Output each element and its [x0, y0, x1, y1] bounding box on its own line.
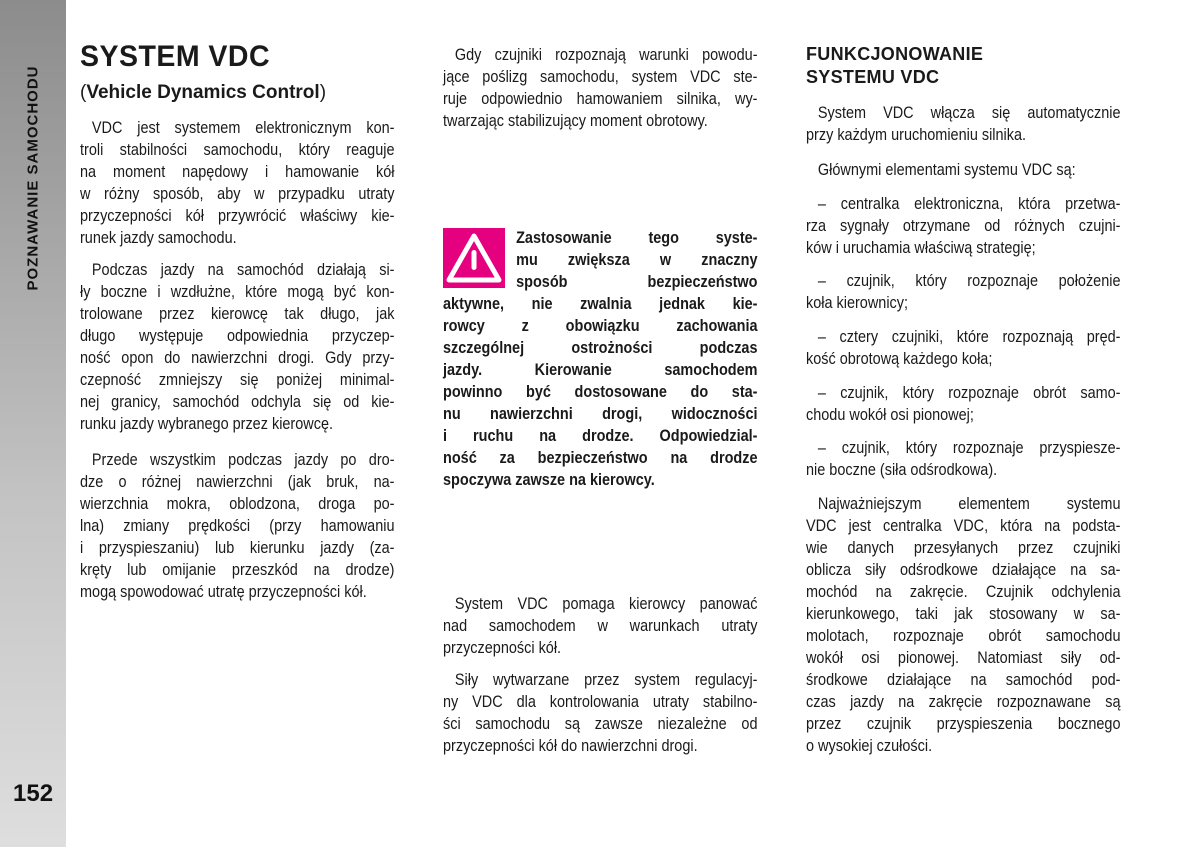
text-line: Zastosowanie tego syste- [516, 228, 758, 247]
text-line: środkowe działające na samochód pod- [806, 670, 1121, 689]
text-line: ły boczne i wzdłużne, które mogą być kon- [80, 282, 395, 301]
text-line: – czujnik, który rozpoznaje obrót samo- [817, 383, 1121, 402]
text-line: aktywne, nie zwalnia jednak kie- [443, 294, 758, 313]
paragraph [443, 44, 758, 132]
text-line: – cztery czujniki, które rozpoznają pręd- [817, 327, 1121, 346]
text-line: runek jazdy samochodu. [80, 228, 237, 247]
text-line: Przede wszystkim podczas jazdy po dro- [91, 450, 395, 469]
text-line: dze o różnej nawierzchni (jak bruk, na- [80, 472, 395, 491]
list-item [806, 193, 1121, 259]
text-line: – czujnik, który rozpoznaje położenie [817, 271, 1121, 290]
text-line: i przyspieszaniu) lub kierunku jazdy (za- [80, 538, 395, 557]
text-line: ków i uruchamia właściwą strategię; [806, 238, 1036, 257]
list-item [806, 437, 1121, 481]
text-line: System VDC włącza się automatycznie [817, 103, 1121, 122]
text-line: wierzchnia mokra, oblodzona, droga po- [80, 494, 395, 513]
text-line: mogą spowodować utratę przyczepności kół. [80, 582, 367, 601]
text-line: VDC jest systemem elektronicznym kon- [91, 118, 395, 137]
text-line: wie danych przesyłanych przez czujniki [806, 538, 1121, 557]
text-line: mochód na zakręcie. Czujnik odchylenia [806, 582, 1121, 601]
paragraph [443, 669, 758, 757]
text-line: spoczywa zawsze na kierowcy. [443, 470, 655, 489]
text-line: lna) zmiany prędkości (przy hamowaniu [80, 516, 395, 535]
text-line: czas jazdy na zakręcie rozpoznawane są [806, 692, 1121, 711]
text-line: kierunkowego, taki jak stosowany w sa- [806, 604, 1121, 623]
text-line: na moment napędowy i hamowanie kół [80, 162, 395, 181]
paragraph [80, 259, 395, 435]
text-line: i ruchu na drodze. Odpowiedzial- [443, 426, 758, 445]
text-line: chodu wokół osi pionowej; [806, 405, 974, 424]
text-line: oblicza siły odśrodkowe działające na sa- [806, 560, 1121, 579]
paragraph [806, 159, 1121, 181]
text-line: kręty lub omijanie przeszkód na drodze) [80, 560, 395, 579]
subtitle-text: Vehicle Dynamics Control [86, 82, 320, 103]
page-number: 152 [13, 780, 54, 807]
paragraph [80, 449, 395, 603]
text-line: przyczepności kół przywrócić właściwy kie- [80, 206, 395, 225]
text-line: nie boczne (siła odśrodkowa). [806, 460, 998, 479]
text-line: szczególnej ostrożności podczas [443, 338, 758, 357]
text-line: ność za bezpieczeństwo na drodze [443, 448, 758, 467]
text-line: nad samochodem w warunkach utraty [443, 616, 758, 635]
text-line: System VDC pomaga kierowcy panować [454, 594, 758, 613]
list-item [806, 326, 1121, 370]
section-sidebar [0, 0, 66, 847]
text-line: przyczepności kół do nawierzchni drogi. [443, 736, 698, 755]
text-line: ści samochodu są zawsze niezależne od [443, 714, 758, 733]
text-line: runku jazdy wybranego przez kierowcę. [80, 414, 334, 433]
text-line: trolowane przez kierowcę tak długo, jak [80, 304, 395, 323]
paragraph [443, 593, 758, 659]
section-label: POZNAWANIE SAMOCHODU [24, 65, 42, 291]
text-line: molotach, rozpoznaje obrót samochodu [806, 626, 1121, 645]
text-line: Głównymi elementami systemu VDC są: [817, 160, 1076, 179]
text-line: nej granicy, samochód odchyla się od kie- [80, 392, 395, 411]
text-line: sposób bezpieczeństwo [516, 272, 758, 291]
page-title: SYSTEM VDC [80, 40, 271, 73]
text-line: wokół osi pionowej. Natomiast siły od- [806, 648, 1121, 667]
text-line: przy każdym uruchomieniu silnika. [806, 125, 1027, 144]
paren-open: ( [80, 82, 87, 103]
text-line: Najważniejszym elementem systemu [817, 494, 1121, 513]
paragraph [80, 117, 395, 249]
warning-text [443, 227, 758, 491]
text-line: jazdy. Kierowanie samochodem [443, 360, 758, 379]
page-subtitle [80, 82, 326, 104]
text-line: przyczepności kół. [443, 638, 562, 657]
text-line: jące poślizg samochodu, system VDC ste- [443, 67, 758, 86]
text-line: nu nawierzchni drogi, widoczności [443, 404, 758, 423]
text-line: troli stabilności samochodu, który reaguje [80, 140, 395, 159]
text-line: rza sygnały otrzymane od różnych czujni- [806, 216, 1121, 235]
text-line: przez czujnik przyspieszenia bocznego [806, 714, 1121, 733]
text-line: ruje odpowiednio hamowaniem silnika, wy- [443, 89, 758, 108]
heading-line: SYSTEMU VDC [806, 67, 940, 87]
text-line: Siły wytwarzane przez system regulacyj- [454, 670, 758, 689]
text-line: ny VDC dla kontrolowania utraty stabilno- [443, 692, 758, 711]
section-heading [806, 43, 983, 89]
text-line: – czujnik, który rozpoznaje przyspiesze- [817, 438, 1121, 457]
paragraph [806, 493, 1121, 757]
text-line: Podczas jazdy na samochód działają si- [91, 260, 395, 279]
text-line: czepność zmniejszy się poniżej minimal- [80, 370, 395, 389]
text-line: Gdy czujniki rozpoznają warunki powodu- [454, 45, 758, 64]
text-line: – centralka elektroniczna, która przetwa- [817, 194, 1121, 213]
text-line: twarzając stabilizujący moment obrotowy. [443, 111, 708, 130]
text-line: kość obrotową każdego koła; [806, 349, 993, 368]
paren-close: ) [319, 82, 327, 103]
text-line: VDC jest centralka VDC, która na podsta- [806, 516, 1121, 535]
text-line: rowcy z obowiązku zachowania [443, 316, 758, 335]
text-line: ność opon do nawierzchni drogi. Gdy przy- [80, 348, 395, 367]
heading-line: FUNKCJONOWANIE [806, 44, 984, 64]
text-line: mu zwiększa w znaczny [516, 250, 758, 269]
text-line: w różny sposób, aby w przypadku utraty [80, 184, 395, 203]
list-item [806, 382, 1121, 426]
text-line: powinno być dostosowane do sta- [443, 382, 758, 401]
paragraph [806, 102, 1121, 146]
list-item [806, 270, 1121, 314]
text-line: długo występuje odpowiednia przyczep- [80, 326, 395, 345]
text-line: o wysokiej czułości. [806, 736, 933, 755]
text-line: koła kierownicy; [806, 293, 908, 312]
